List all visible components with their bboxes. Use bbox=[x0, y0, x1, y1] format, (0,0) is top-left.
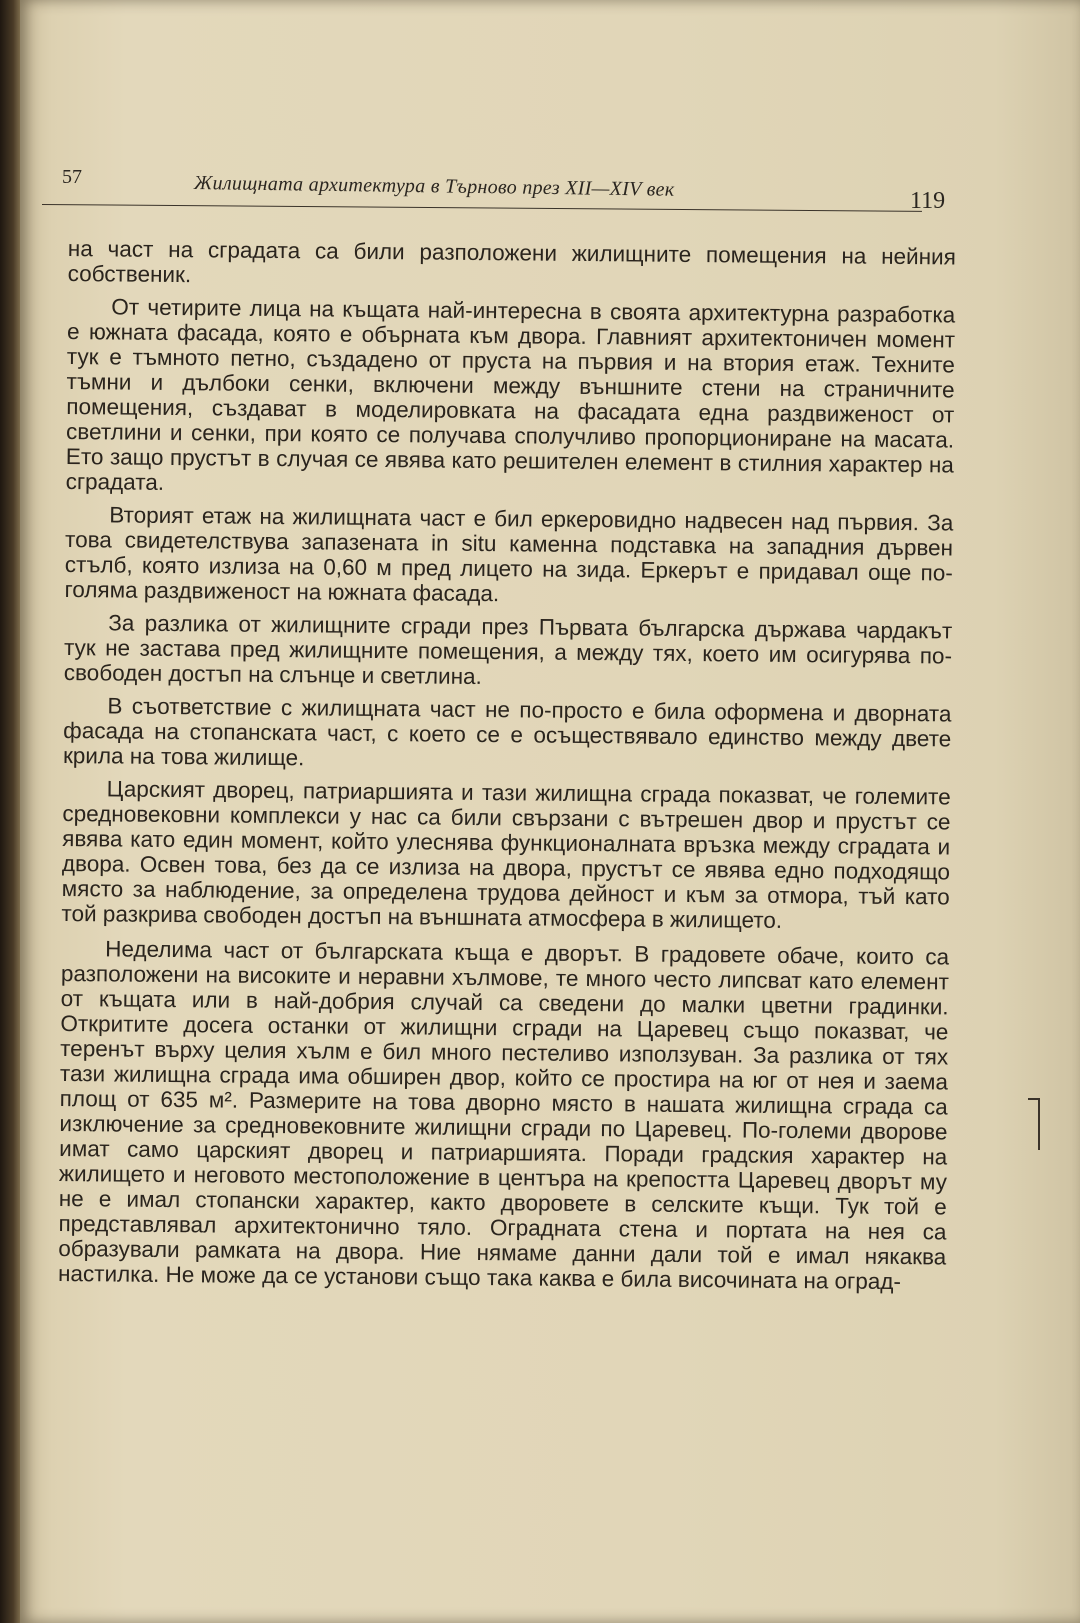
margin-bracket-mark bbox=[1028, 1098, 1040, 1150]
body-text bbox=[58, 236, 956, 1302]
running-title: Жилищната архитектура в Търново през XII—XIV век bbox=[193, 172, 675, 201]
paragraph-chardak: За разлика от жилищните сгради през Първата българска държава чардакът тук не застава пред жилищните помещения, а между тях, което им осигурява по-свободен достъп на слънце и светлина. bbox=[63, 610, 953, 689]
paragraph-royal-palace: Царският дворец, патриаршията и тази жилищна сграда показват, че големите средновековни комплекси у нас са били свързани с вътрешен двор и прустът се явява като един момент, който улеснява функционалната връзка между сградата и двора. Освен това, без да се излиза на двора, прустът се явява едно подходящо място за наблюдение, за определена трудова дейност и към за отмора, тъй като той разкрива свободен достъп на външната атмосфера в жилището. bbox=[61, 776, 951, 933]
book-spine-shadow bbox=[0, 0, 22, 1623]
header-rule bbox=[42, 204, 922, 212]
book-page bbox=[20, 0, 1080, 1623]
folio-number: 57 bbox=[62, 166, 82, 188]
paragraph-courtyard: Неделима част от българската къща е дворът. В градовете обаче, които са разположени на високите и неравни хълмове, те много често липсват като елемент от къщата или в най-добрия случай са сведени до малки цветни градинки. Откритите досега останки от жилищни сгради на Царевец също показват, че теренът върху целия хълм е бил много пестеливо използуван. За разлика от тях тази жилищна сграда има обширен двор, който се простира на юг от нея и заема площ от 635 м². Размерите на това дворно място в нашата жилищна сграда са изключение за средновековните жилищни сгради по Царевец. По-големи дворове имат само царският дворец и патриаршията. Поради градския характер на жилището и неговото местоположение в центъра на крепостта Царевец дворът му не е имал стопански характер, както дворовете в селските къщи. Тук той е представлявал архитектонично тяло. Оградната стена и портата на нея са образували рамката на двора. Ние нямаме данни дали той е имал някаква настилка. Не може да се установи също така каква е била височината на оград- bbox=[57, 936, 950, 1295]
page-number: 119 bbox=[910, 188, 946, 214]
paragraph-second-floor: Вторият етаж на жилищната част е бил еркеровидно надвесен над първия. За това свидетелствува запазената in situ каменна подставка на западния дървен стълб, която излиза на 0,60 м пред лицето на зида. Еркерът е придавал още по-голяма раздвиженост на южната фасада. bbox=[64, 502, 954, 607]
running-header bbox=[42, 160, 1042, 220]
paragraph-south-facade: От четирите лица на къщата най-интересна в своята архитектурна разработка е южната фасада, която е обърната към двора. Главният архитектоничен момент тук е тъмното петно, създадено от пруста на първия и на втория етаж. Техните тъмни и дълбоки сенки, включени между външните стени на страничните помещения, създават в моделировката на фасадата една раздвиженост от светлини и сенки, при която се получава сполучливо пропорциониране на масата. Ето защо прустът в случая се явява като решителен елемент в стилния характер на сградата. bbox=[65, 294, 956, 495]
paragraph-courtyard-facade: В съответствие с жилищната част не по-просто е била оформена и дворната фасада на стопанската част, с което се е осъществявало единство между двете крила на това жилище. bbox=[62, 693, 952, 771]
paragraph-continuation: на част на сградата са били разположени жилищните помещения на нейния собственик. bbox=[67, 236, 956, 288]
